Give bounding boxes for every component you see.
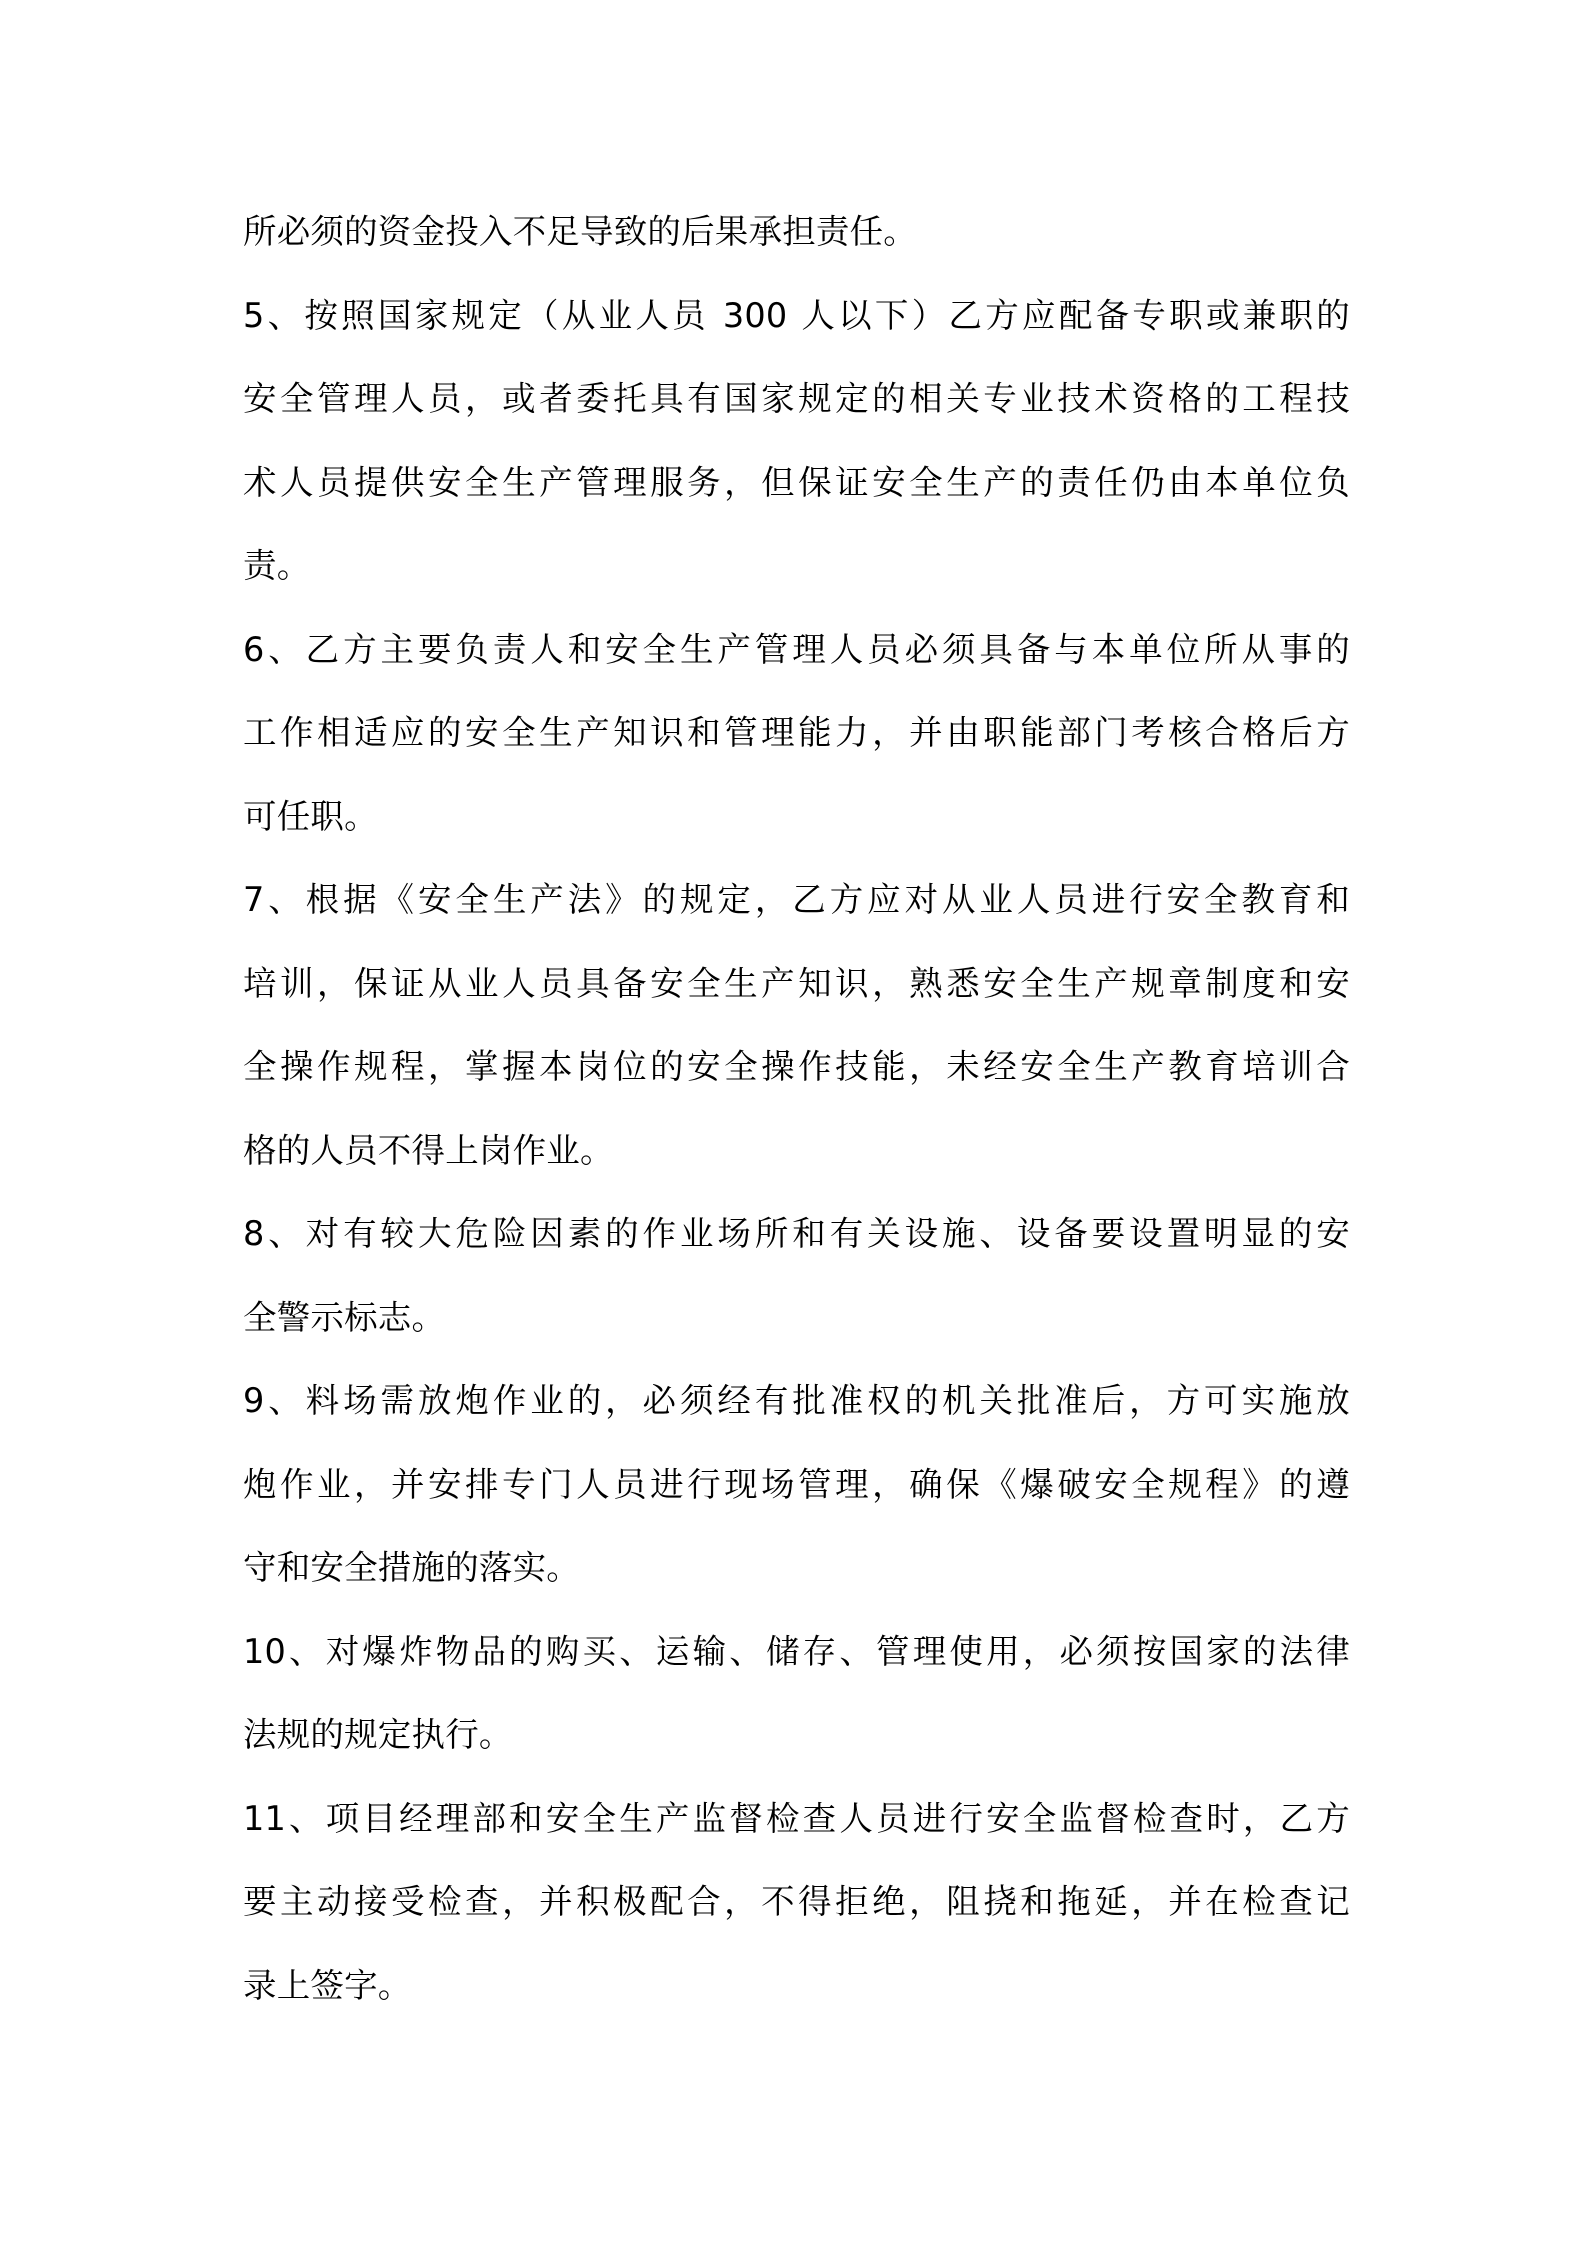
text-line: 法规的规定执行。 bbox=[243, 1715, 513, 1754]
text-line: 9、料场需放炮作业的，必须经有批准权的机关批准后，方可实施放 bbox=[243, 1381, 1350, 1420]
text-line: 10、对爆炸物品的购买、运输、储存、管理使用，必须按国家的法律 bbox=[243, 1631, 1350, 1671]
text-line: 全操作规程，掌握本岗位的安全操作技能，未经安全生产教育培训合 bbox=[243, 1047, 1350, 1086]
text-line: 术人员提供安全生产管理服务，但保证安全生产的责任仍由本单位负 bbox=[243, 462, 1350, 502]
text-line: 8、对有较大危险因素的作业场所和有关设施、设备要设置明显的安 bbox=[243, 1214, 1350, 1253]
text-line: 6、乙方主要负责人和安全生产管理人员必须具备与本单位所从事的 bbox=[243, 629, 1350, 669]
text-line: 所必须的资金投入不足导致的后果承担责任。 bbox=[243, 212, 917, 251]
text-line: 格的人员不得上岗作业。 bbox=[243, 1130, 614, 1170]
text-line: 全警示标志。 bbox=[243, 1297, 446, 1337]
text-line: 7、根据《安全生产法》的规定，乙方应对从业人员进行安全教育和 bbox=[243, 880, 1350, 919]
text-line: 培训，保证从业人员具备安全生产知识，熟悉安全生产规章制度和安 bbox=[243, 963, 1350, 1003]
text-line: 11、项目经理部和安全生产监督检查人员进行安全监督检查时，乙方 bbox=[243, 1798, 1350, 1838]
document-body bbox=[243, 190, 1350, 2027]
text-line: 5、按照国家规定（从业人员 300 人以下）乙方应配备专职或兼职的 bbox=[243, 295, 1350, 335]
text-line: 安全管理人员，或者委托具有国家规定的相关专业技术资格的工程技 bbox=[243, 379, 1350, 418]
text-line: 录上签字。 bbox=[243, 1965, 412, 2005]
text-line: 守和安全措施的落实。 bbox=[243, 1548, 580, 1587]
text-line: 要主动接受检查，并积极配合，不得拒绝，阻挠和拖延，并在检查记 bbox=[243, 1882, 1350, 1921]
text-line: 责。 bbox=[243, 546, 311, 585]
text-line: 工作相适应的安全生产知识和管理能力，并由职能部门考核合格后方 bbox=[243, 713, 1350, 752]
text-line: 炮作业，并安排专门人员进行现场管理，确保《爆破安全规程》的遵 bbox=[243, 1464, 1350, 1504]
text-line: 可任职。 bbox=[243, 796, 378, 836]
